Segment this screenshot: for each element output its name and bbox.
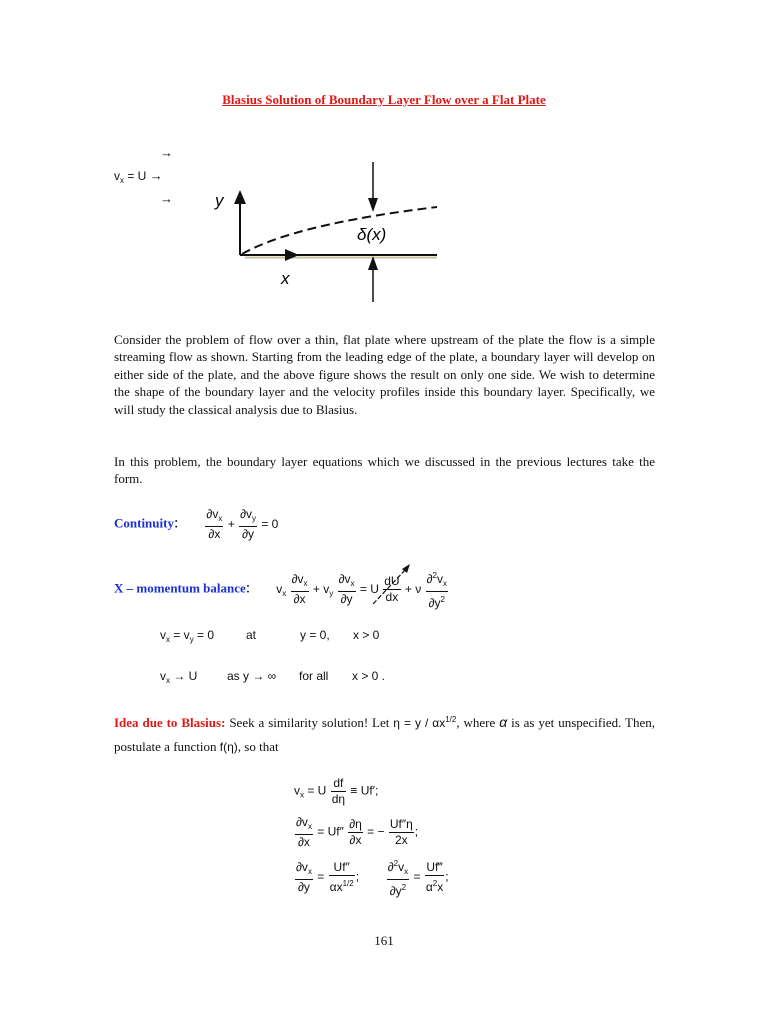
dU-dx-cancelled: $\frac{dU}{dx}$ bbox=[383, 574, 400, 605]
page-title: Blasius Solution of Boundary Layer Flow over a Flat Plate bbox=[222, 92, 546, 107]
page-number: 161 bbox=[374, 933, 394, 948]
blasius-idea-label: Idea due to Blasius: bbox=[114, 715, 226, 730]
boundary-condition-farfield: $v_x \to U$ as y → ∞ for all x > 0 . bbox=[160, 669, 386, 685]
delta-arrow-top bbox=[368, 198, 378, 212]
boundary-layer-figure bbox=[205, 158, 445, 308]
y-axis-label: y bbox=[215, 191, 224, 210]
cancel-slash-icon bbox=[369, 564, 413, 608]
freestream-velocity-label: $v_x = U$ → bbox=[114, 168, 163, 185]
y-axis-arrowhead bbox=[234, 190, 246, 204]
flow-arrow-1: → bbox=[160, 145, 173, 160]
x-direction-arrowhead bbox=[285, 249, 299, 261]
continuity-equation: Continuity: $\frac{\partial v_x}{\partial x}$ + $\frac{\partial v_y}{\partial y}$ = 0 bbox=[114, 507, 279, 541]
dvy-dy-fraction: $\frac{\partial v_y}{\partial y}$ bbox=[240, 507, 256, 541]
equation-dvx-dx: $\frac{\partial v_x}{\partial x}$ = Uf″ $\frac{\partial\eta}{\partial x}$ = − $\frac{Uf''\eta}{2x}$ ; bbox=[296, 815, 419, 849]
boundary-layer-edge bbox=[242, 207, 437, 254]
x-momentum-label: X – momentum balance bbox=[114, 580, 246, 596]
equation-dvx-dy: $\frac{\partial v_x}{\partial y}$ = $\frac{Uf''}{\alpha x^{1/2}}$ ; $\frac{\partial^2v_x}{\partial y^2}$ = $\frac{Uf‴}{\alpha^2x}$ ; bbox=[294, 856, 449, 899]
delta-label: δ(x) bbox=[357, 225, 387, 244]
boundary-condition-wall: $v_x = v_y = 0$ at y = 0, x > 0 bbox=[160, 628, 380, 644]
intro-paragraph: Consider the problem of flow over a thin, flat plate where upstream of the plate the flow is a simple streaming flow as shown. Starting from the leading edge of the plate, a boundary layer will develop on either side of the plate, and the above figure shows the result on only one side. We wish to determine the shape of the boundary layer and the velocity profiles inside this boundary layer. Specifically, we will study the classical analysis due to Blasius. bbox=[114, 332, 655, 417]
blasius-idea-paragraph: Idea due to Blasius: Seek a similarity solution! Let $\eta = y / \alpha x^{1/2}$, where α is as yet unspecified. Then, postulate a function f(η), so that bbox=[114, 714, 655, 754]
boundary-layer-paragraph: In this problem, the boundary layer equations which we discussed in the previous lectures take the form. bbox=[114, 454, 655, 487]
equation-vx-derivative: $v_x = U$ $\frac{df}{d\eta}$ ≡ Uf′; bbox=[294, 776, 379, 806]
dvx-dx-fraction: $\frac{\partial v_x}{\partial x}$ bbox=[206, 507, 223, 541]
x-axis-label: x bbox=[281, 269, 290, 288]
flow-arrow-3: → bbox=[160, 191, 173, 206]
x-momentum-equation: X – momentum balance: $v_x$ $\frac{\partial v_x}{\partial x}$ + $v_y$ $\frac{\partial v_x}{\partial y}$ = U $\frac{dU}{dx}$ + ν $\frac{\partial^2v_x}{\partial y^2}$ bbox=[114, 568, 449, 611]
continuity-label: Continuity bbox=[114, 515, 174, 531]
